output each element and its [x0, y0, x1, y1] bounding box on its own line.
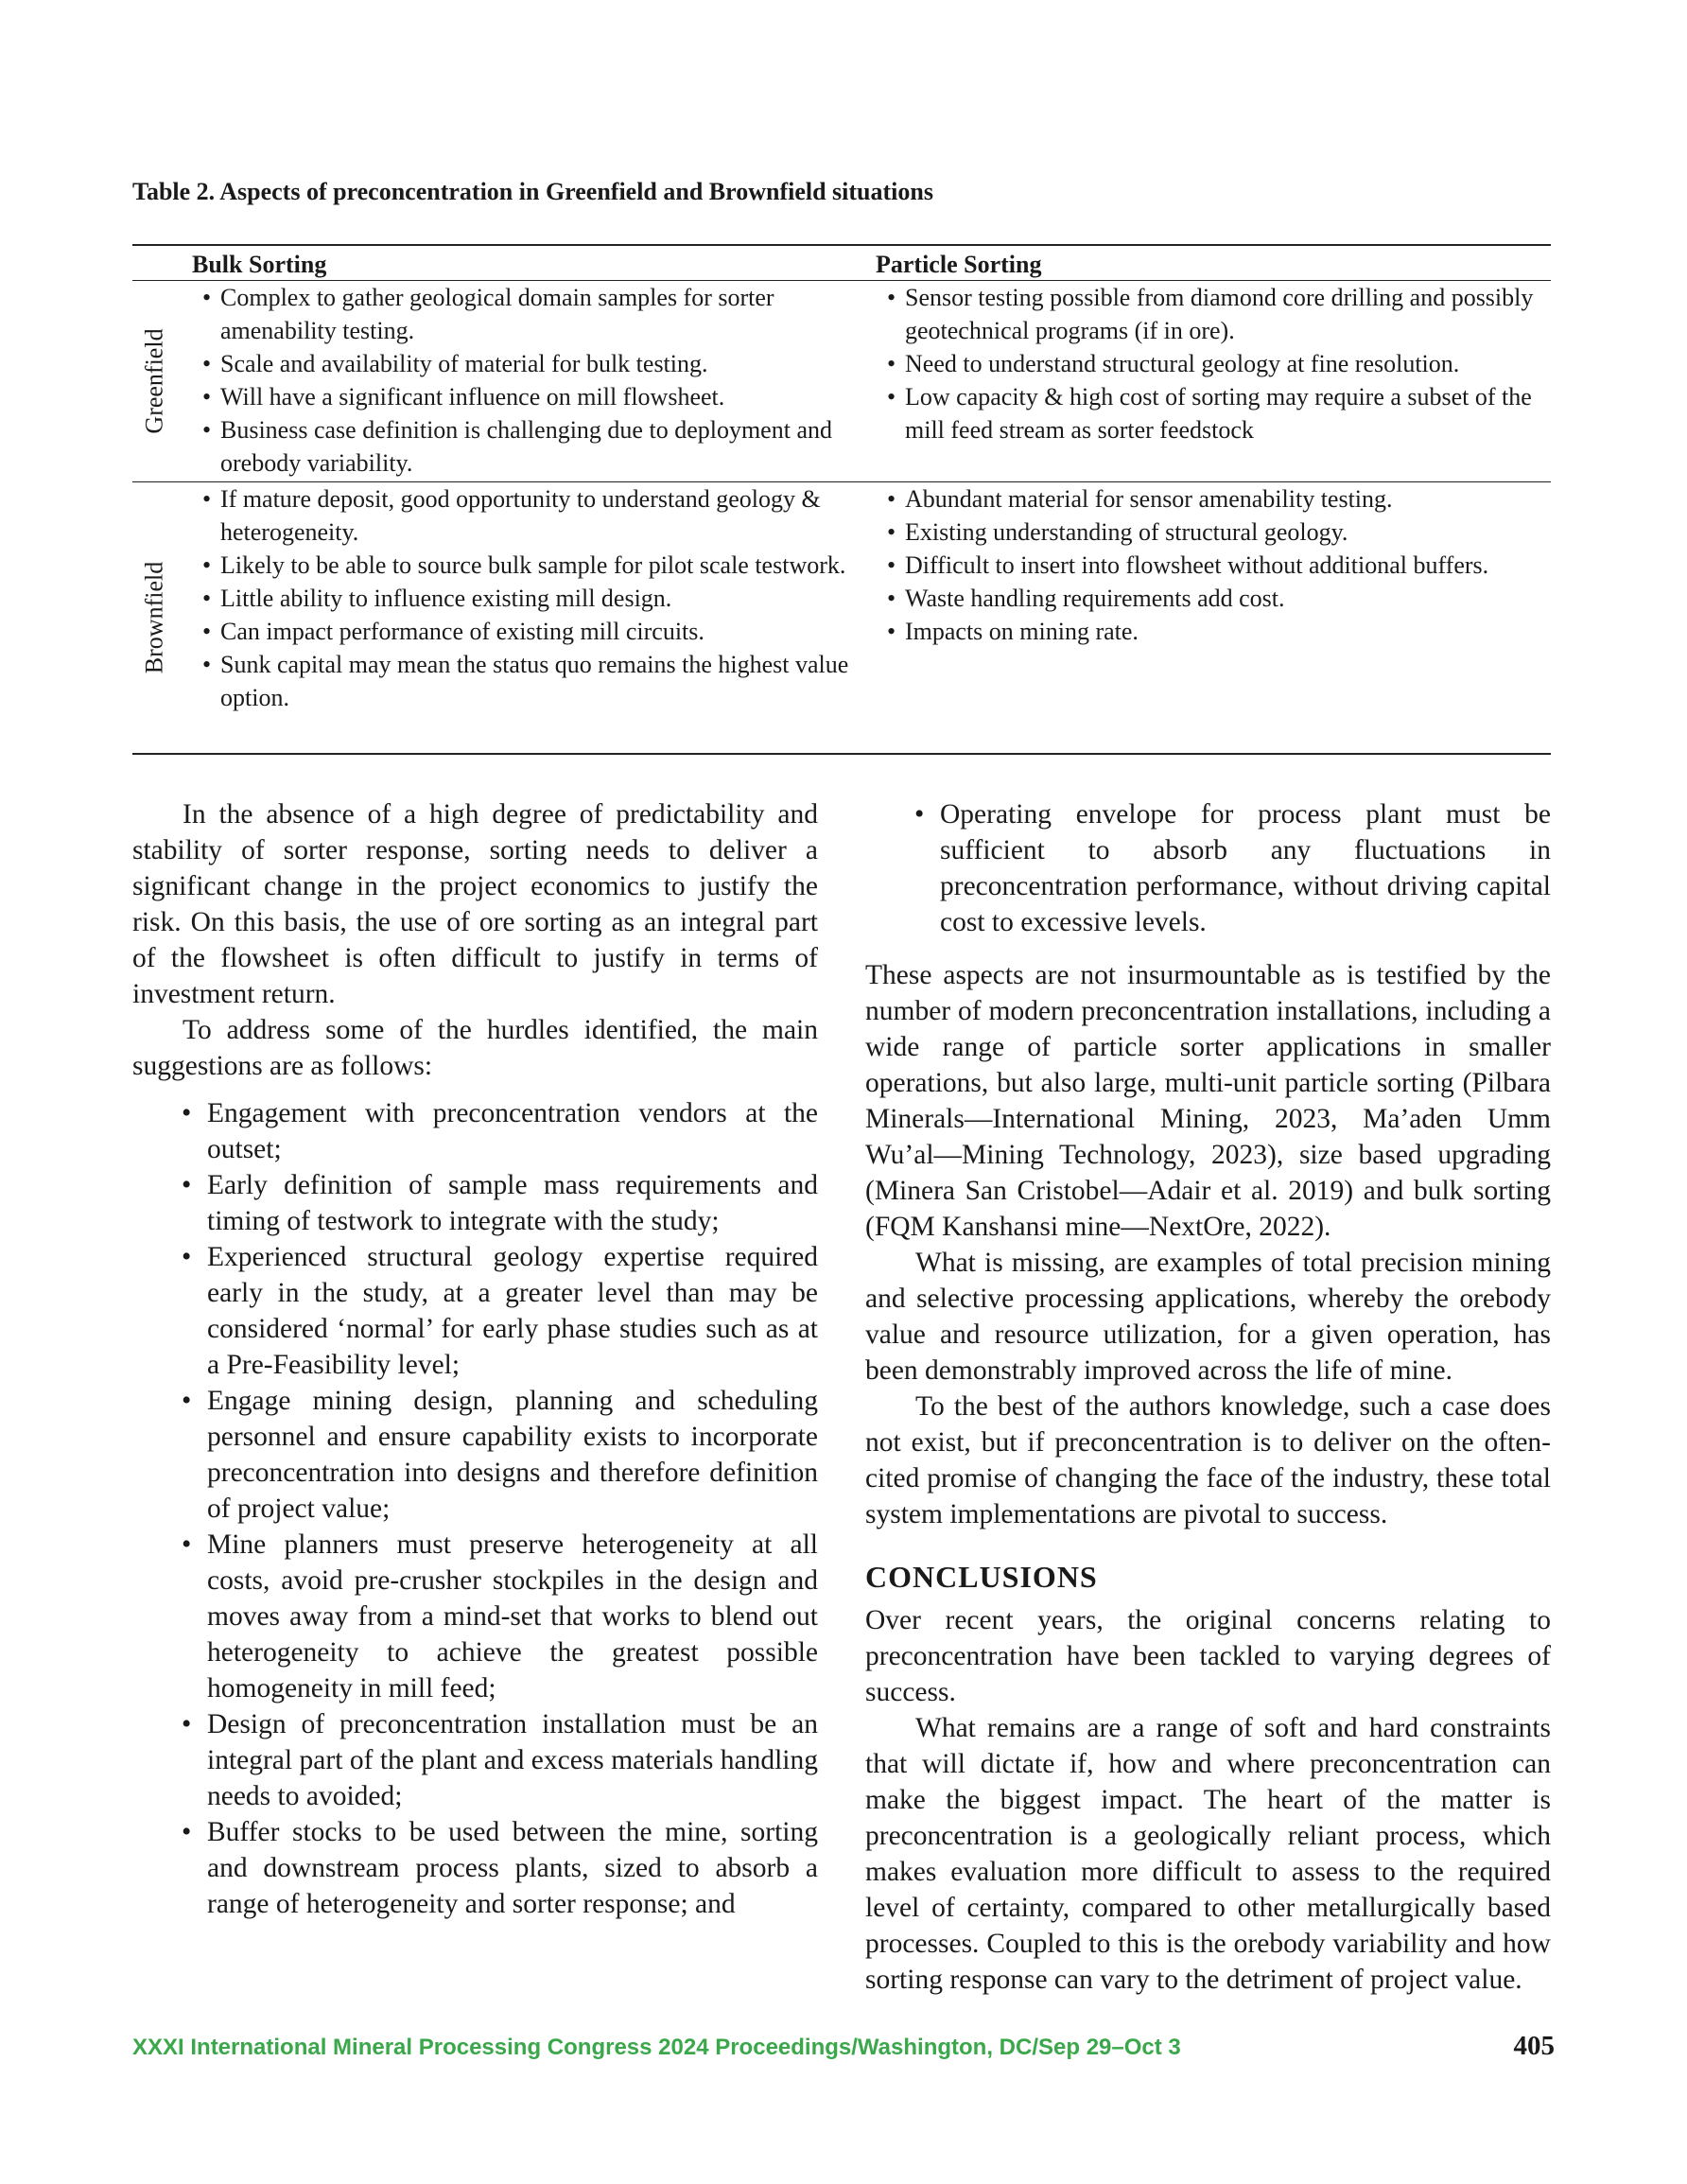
list-item: • Will have a significant influence on mill flowsheet.: [200, 380, 862, 413]
table-row-greenfield: [132, 280, 1551, 481]
footer-proceedings: XXXI International Mineral Processing Congress 2024 Proceedings/Washington, DC/Sep 29–Oct 3: [132, 2035, 1181, 2060]
list-item: • Buffer stocks to be used between the mine, sorting and downstream process plants, sized to absorb a range of heterogeneity and sorter response; and: [132, 1814, 818, 1922]
list-item: • Complex to gather geological domain samples for sorter amenability testing.: [200, 281, 862, 347]
row-label-brownfield: Brownfield: [140, 561, 168, 674]
aspects-table: [132, 244, 1551, 755]
paragraph: In the absence of a high degree of predictability and stability of sorter response, sorting needs to deliver a significant change in the project economics to justify the risk. On this basis, the use of ore sorting as an integral part of the flowsheet is often difficult to justify in terms of investment return.: [132, 799, 818, 1009]
table-bottom-rule: [132, 753, 1551, 755]
list-item: • Sensor testing possible from diamond core drilling and possibly geotechnical programs (if in ore).: [885, 281, 1551, 347]
list-item: • Waste handling requirements add cost.: [885, 582, 1551, 615]
list-item: • Impacts on mining rate.: [885, 615, 1551, 648]
list-item: • Business case definition is challenging due to deployment and orebody variability.: [200, 413, 862, 480]
paragraph: To address some of the hurdles identified, the main suggestions are as follows:: [132, 1015, 818, 1081]
list-item: • Early definition of sample mass requirements and timing of testwork to integrate with the study;: [132, 1167, 818, 1239]
list-item: • Operating envelope for process plant must be sufficient to absorb any fluctuations in preconcentration performance, without driving capital cost to excessive levels.: [865, 796, 1551, 940]
suggestions-list-continued: [865, 796, 1551, 940]
list-item: • Abundant material for sensor amenability testing.: [885, 482, 1551, 515]
col-header-bulk-sorting: Bulk Sorting: [192, 251, 327, 278]
paragraph: What remains are a range of soft and hard constraints that will dictate if, how and where preconcentration can make the biggest impact. The heart of the matter is preconcentration is a geologically reliant process, which makes evaluation more difficult to assess to the required level of certainty, compared to other metallurgically based processes. Coupled to this is the orebody variability and how sorting response can vary to the detriment of project value.: [865, 1713, 1551, 1995]
suggestions-list: [132, 1095, 818, 1922]
col-header-particle-sorting: Particle Sorting: [876, 251, 1042, 278]
cell-greenfield-bulk: [200, 281, 862, 480]
table-row-brownfield: [132, 481, 1551, 753]
list-item: • Existing understanding of structural geology.: [885, 515, 1551, 549]
table-caption: Table 2. Aspects of preconcentration in Greenfield and Brownfield situations: [132, 178, 933, 205]
list-item: • Low capacity & high cost of sorting may require a subset of the mill feed stream as sorter feedstock: [885, 380, 1551, 446]
list-item: • If mature deposit, good opportunity to understand geology & heterogeneity.: [200, 482, 862, 549]
list-item: • Can impact performance of existing mill circuits.: [200, 615, 862, 648]
list-item: • Likely to be able to source bulk sample for pilot scale testwork.: [200, 549, 862, 582]
list-item: • Sunk capital may mean the status quo remains the highest value option.: [200, 648, 862, 714]
cell-greenfield-particle: [885, 281, 1551, 446]
page-number: 405: [1513, 2031, 1555, 2061]
list-item: • Need to understand structural geology at fine resolution.: [885, 347, 1551, 380]
section-heading: CONCLUSIONS: [865, 1560, 1098, 1594]
list-item: • Design of preconcentration installation must be an integral part of the plant and excess materials handling needs to avoided;: [132, 1706, 818, 1814]
list-item: • Engage mining design, planning and scheduling personnel and ensure capability exists to incorporate preconcentration into designs and therefore definition of project value;: [132, 1383, 818, 1527]
list-item: • Difficult to insert into flowsheet without additional buffers.: [885, 549, 1551, 582]
cell-brownfield-bulk: [200, 482, 862, 714]
row-label-greenfield: Greenfield: [140, 328, 168, 434]
left-column: [132, 796, 818, 1922]
list-item: • Experienced structural geology expertise required early in the study, at a greater level than may be considered ‘normal’ for early phase studies such as at a Pre-Feasibility level;: [132, 1239, 818, 1383]
paragraph: What is missing, are examples of total precision mining and selective processing applications, whereby the orebody value and resource utilization, for a given operation, has been demonstrably improved across the life of mine.: [865, 1248, 1551, 1386]
right-column: [865, 796, 1551, 1998]
list-item: • Engagement with preconcentration vendors at the outset;: [132, 1095, 818, 1167]
paragraph: To the best of the authors knowledge, such a case does not exist, but if preconcentration is to deliver on the often-cited promise of changing the face of the industry, these total system implementations are pivotal to success.: [865, 1391, 1551, 1529]
paragraph: These aspects are not insurmountable as is testified by the number of modern preconcentration installations, including a wide range of particle sorter applications in smaller operations, but also large, multi-unit particle sorting (Pilbara Minerals—International Mining, 2023, Ma’aden Umm Wu’al—Mining Technology, 2023), size based upgrading (Minera San Cristobel—Adair et al. 2019) and bulk sorting (FQM Kanshansi mine—NextOre, 2022).: [865, 960, 1551, 1242]
cell-brownfield-particle: [885, 482, 1551, 648]
list-item: • Little ability to influence existing mill design.: [200, 582, 862, 615]
table-header-row: [132, 246, 1551, 280]
list-item: • Mine planners must preserve heterogeneity at all costs, avoid pre-crusher stockpiles in the design and moves away from a mind-set that works to blend out heterogeneity to achieve the greatest possible homogeneity in mill feed;: [132, 1527, 818, 1706]
paragraph: Over recent years, the original concerns relating to preconcentration have been tackled to varying degrees of success.: [865, 1605, 1551, 1707]
list-item: • Scale and availability of material for bulk testing.: [200, 347, 862, 380]
